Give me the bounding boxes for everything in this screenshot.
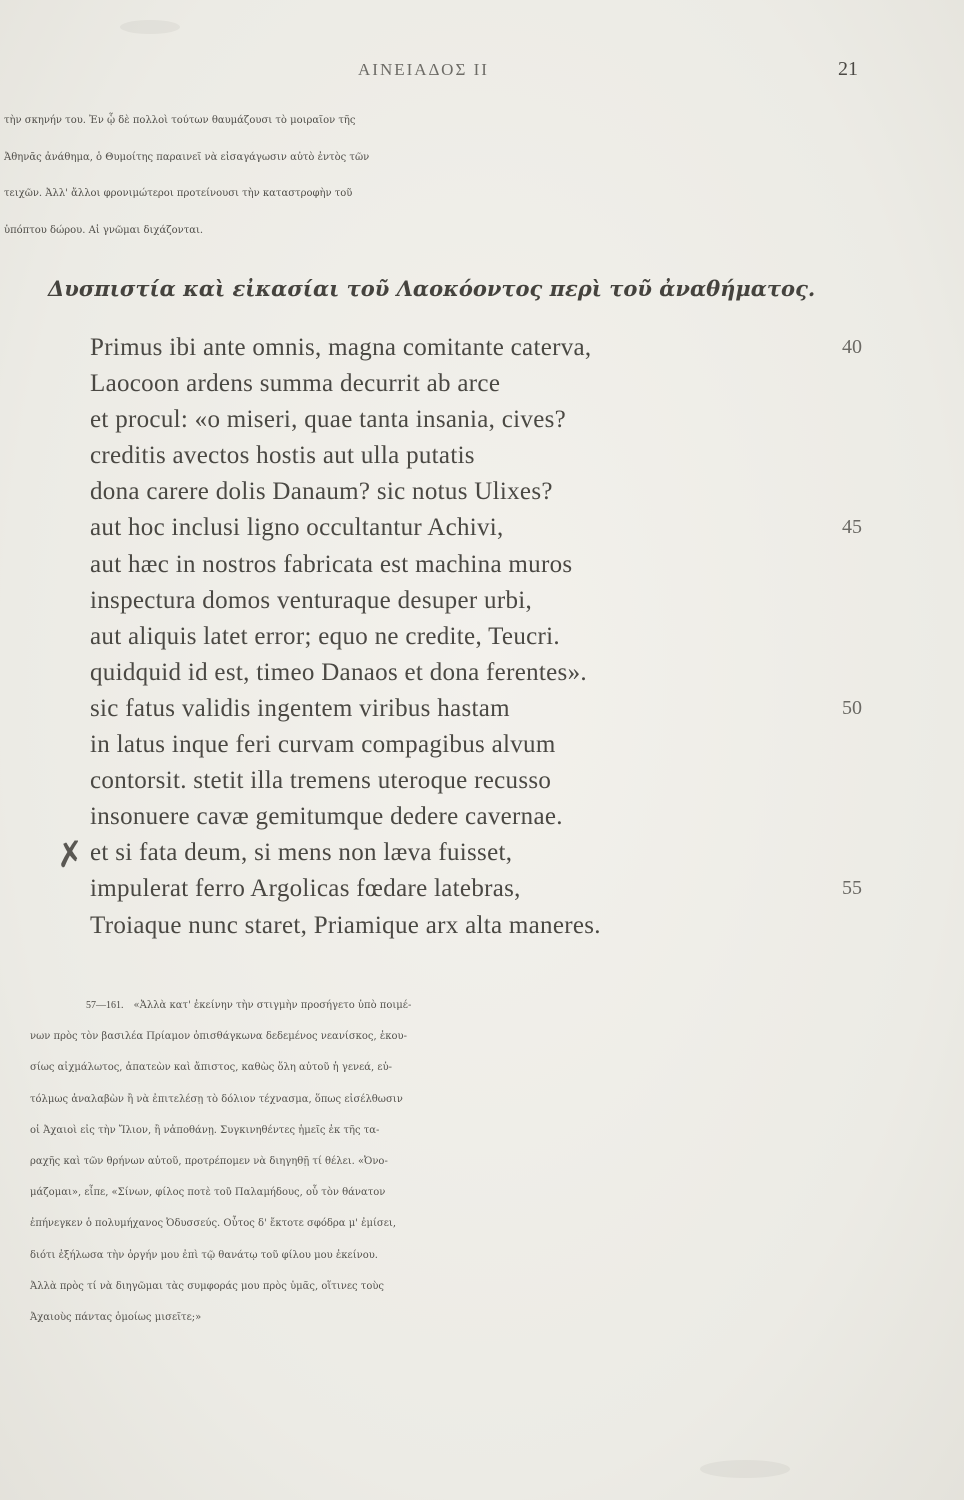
verse-line xyxy=(0,839,964,875)
section-heading: Δυσπιστία καὶ εἰκασίαι τοῦ Λαοκόοντος περὶ τοῦ ἀναθήματος. xyxy=(48,276,816,301)
page-number: 21 xyxy=(838,58,858,80)
verse-text: Laocoon ardens summa decurrit ab arce xyxy=(90,370,501,398)
verse-line xyxy=(0,695,964,731)
latin-poem xyxy=(0,334,964,948)
verse-text: inspectura domos venturaque desuper urbi, xyxy=(90,586,533,614)
verse-text: dona carere dolis Danaum? sic notus Ulixes? xyxy=(90,478,553,506)
intro-paragraph xyxy=(0,103,964,249)
commentary-line: ἐπήνεγκεν ὁ πολυμήχανος Ὀδυσσεύς. Οὗτος δ' ἔκτοτε σφόδρα μ' ἐμίσει, xyxy=(30,1218,397,1230)
verse-text: et procul: «o miseri, quae tanta insania, cives? xyxy=(90,406,567,434)
verse-line xyxy=(0,587,964,623)
verse-text: Troiaque nunc staret, Priamique arx alta maneres. xyxy=(90,911,601,939)
verse-line xyxy=(0,478,964,514)
commentary-line: ραχῆς καὶ τῶν θρήνων αὐτοῦ, προτρέπομεν νὰ διηγηθῇ τί θέλει. «Ὀνο- xyxy=(30,1155,388,1167)
verse-text: aut hæc in nostros fabricata est machina muros xyxy=(90,550,573,578)
verse-text: creditis avectos hostis aut ulla putatis xyxy=(90,442,475,470)
intro-line: τὴν σκηνήν του. Ἐν ᾧ δὲ πολλοὶ τούτων θαυμάζουσι τὸ μοιραῖον τῆς xyxy=(4,115,356,126)
verse-range-reference: 57—161. xyxy=(86,1000,124,1011)
verse-line xyxy=(0,623,964,659)
verse-text: sic fatus validis ingentem viribus hastam xyxy=(90,694,510,722)
paper-stain xyxy=(700,1460,790,1478)
commentary-text: «Ἀλλὰ κατ' ἐκείνην τὴν στιγμὴν προσήγετο ὑπὸ ποιμέ- xyxy=(133,1000,412,1011)
commentary-paragraph xyxy=(0,990,964,1333)
commentary-line: Ἀχαιοὺς πάντας ὁμοίως μισεῖτε;» xyxy=(30,1311,202,1323)
verse-text: impulerat ferro Argolicas fœdare latebras, xyxy=(90,875,521,903)
commentary-line: μάζομαι», εἶπε, «Σίνων, φίλος ποτὲ τοῦ Παλαμήδους, οὗ τὸν θάνατον xyxy=(30,1187,386,1199)
verse-number: 55 xyxy=(842,877,862,900)
verse-text: in latus inque feri curvam compagibus alvum xyxy=(90,731,556,759)
commentary-line: Ἀλλὰ πρὸς τί νὰ διηγῶμαι τὰς συμφοράς μου πρὸς ὑμᾶς, οἵτινες τοὺς xyxy=(30,1280,385,1292)
handwritten-cross-mark: ✗ xyxy=(53,833,88,877)
verse-line xyxy=(0,334,964,370)
commentary-line: οἱ Ἀχαιοὶ εἰς τὴν Ἴλιον, ἢ νἀποθάνῃ. Συγκινηθέντες ἡμεῖς ἐκ τῆς τα- xyxy=(30,1124,380,1136)
verse-line xyxy=(0,803,964,839)
commentary-line xyxy=(0,990,964,1021)
verse-line xyxy=(0,442,964,478)
verse-line xyxy=(0,767,964,803)
verse-text: et si fata deum, si mens non læva fuisset, xyxy=(90,839,513,867)
verse-line xyxy=(0,659,964,695)
verse-line xyxy=(0,731,964,767)
verse-text: quidquid id est, timeo Danaos et dona ferentes». xyxy=(90,658,587,686)
verse-number: 45 xyxy=(842,516,862,539)
intro-line: τειχῶν. Ἀλλ' ἄλλοι φρονιμώτεροι προτείνουσι τὴν καταστροφὴν τοῦ xyxy=(4,188,353,199)
verse-line xyxy=(0,514,964,550)
verse-line xyxy=(0,875,964,911)
verse-number: 40 xyxy=(842,336,862,358)
commentary-line: τόλμως ἀναλαβὼν ἢ νὰ ἐπιτελέσῃ τὸ δόλιον τέχνασμα, ὅπως εἰσέλθωσιν xyxy=(30,1093,403,1105)
commentary-line: σίως αἰχμάλωτος, ἀπατεὼν καὶ ἄπιστος, καθὼς ὅλη αὐτοῦ ἡ γενεά, εὐ- xyxy=(30,1062,393,1074)
verse-line xyxy=(0,406,964,442)
intro-line: ὑπόπτου δώρου. Αἱ γνῶμαι διχάζονται. xyxy=(4,224,204,236)
verse-number: 50 xyxy=(842,696,862,719)
verse-text: insonuere cavæ gemitumque dedere cavernae. xyxy=(90,803,563,831)
verse-line xyxy=(0,551,964,587)
commentary-line: διότι ἐξήλωσα τὴν ὀργήν μου ἐπὶ τῷ θανάτῳ τοῦ φίλου μου ἐκείνου. xyxy=(30,1249,378,1261)
commentary-line: νων πρὸς τὸν βασιλέα Πρίαμον ὀπισθάγκωνα δεδεμένος νεανίσκος, ἑκου- xyxy=(30,1031,407,1043)
verse-line xyxy=(0,370,964,406)
running-title: ΑΙΝΕΙΑΔΟΣ II xyxy=(358,60,489,79)
paper-stain xyxy=(120,20,180,34)
verse-text: contorsit. stetit illa tremens uteroque recusso xyxy=(90,767,552,795)
verse-text: Primus ibi ante omnis, magna comitante caterva, xyxy=(90,334,592,361)
running-head xyxy=(0,58,964,88)
verse-text: aut hoc inclusi ligno occultantur Achivi, xyxy=(90,514,504,542)
verse-text: aut aliquis latet error; equo ne credite, Teucri. xyxy=(90,622,560,650)
intro-line: Ἀθηνᾶς ἀνάθημα, ὁ Θυμοίτης παραινεῖ νὰ εἰσαγάγωσιν αὐτὸ ἐντὸς τῶν xyxy=(4,151,370,163)
verse-line xyxy=(0,912,964,948)
